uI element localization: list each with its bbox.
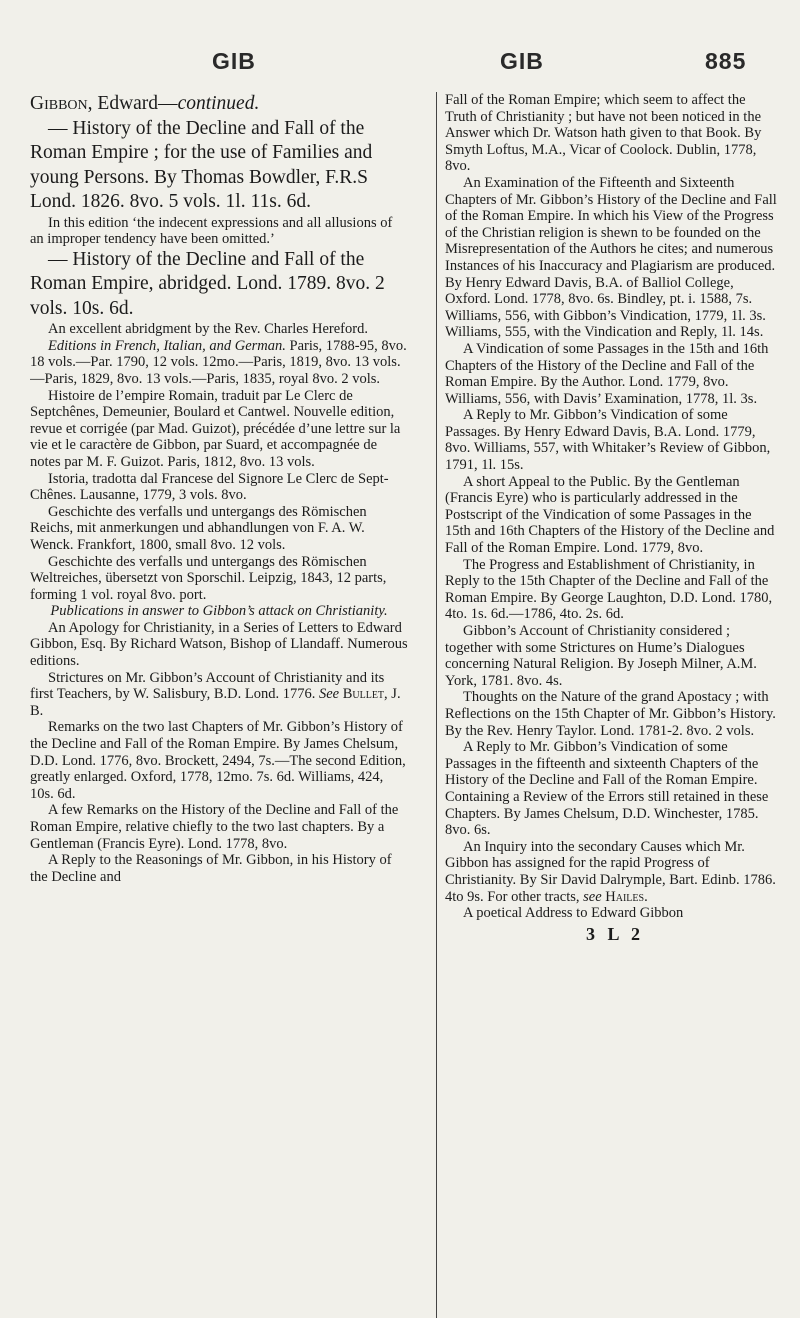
entry-l11 xyxy=(30,603,408,620)
entry-r5 xyxy=(445,474,779,557)
entry-text: Geschichte des verfalls und untergangs des Römischen Reichs, mit anmerkungen und abhandlungen von F. A. W. Wenck. Frankfort, 1800, small 8vo. 12 vols. xyxy=(30,503,367,553)
entry-text: Thoughts on the Nature of the grand Apostacy ; with Reflections on the 15th Chapter of Mr. Gibbon’s History. By the Rev. Henry Taylor. Lond. 1781-2. 8vo. 2 vols. xyxy=(445,689,776,739)
entry-r6 xyxy=(445,557,779,623)
entry-r10 xyxy=(445,839,779,905)
entry-text: A Reply to the Reasonings of Mr. Gibbon, in his History of the Decline and xyxy=(30,852,392,885)
entry-heading-name: Gibbon, xyxy=(30,93,93,114)
entry-text: Istoria, tradotta dal Francese del Signore Le Clerc de Sept-Chênes. Lausanne, 1779, 3 vols. 8vo. xyxy=(30,470,389,504)
entry-text: Remarks on the two last Chapters of Mr. Gibbon’s History of the Decline and Fall of the Roman Empire. By James Chelsum, D.D. Lond. 1776, 8vo. Brockett, 2494, 7s.—The second Edition, greatly enlarged. Oxford, 1778, 12mo. 7s. 6d. Williams, 424, 10s. 6d. xyxy=(30,719,406,802)
entry-text: An Examination of the Fifteenth and Sixteenth Chapters of Mr. Gibbon’s History of the Decline and Fall of the Roman Empire. In which his View of the Progress of the Christian religion is shewn to be founded on the Misrepresentation of the Authors he cites; and numerous Instances of his Inaccuracy and Plagiarism are produced. By Henry Edward Davis, B.A. of Balliol College, Oxford. Lond. 1778, 8vo. 6s. Bindley, pt. i. 1588, 7s. Williams, 556, with Gibbon’s Vindication, 1779, 1l. 3s. Williams, 555, with the Vindication and Reply, 1l. 14s. xyxy=(445,174,777,341)
entry-italic-heading: Editions in French, Italian, and German. xyxy=(48,337,286,354)
entry-l13 xyxy=(30,670,408,720)
entry-text: An excellent abridgment by the Rev. Charles Hereford. xyxy=(48,321,368,338)
cross-reference-name: Bullet, J. B. xyxy=(30,686,401,719)
entry-r2 xyxy=(445,175,779,341)
right-column xyxy=(436,92,785,1318)
entry-l2 xyxy=(30,117,408,215)
entry-text: In this edition ‘the indecent expressions and all allusions of an improper tendency have been omitted.’ xyxy=(30,214,393,248)
entry-text: — History of the Decline and Fall of the Roman Empire ; for the use of Families and young Persons. By Thomas Bowdler, F.R.S Lond. 1826. 8vo. 5 vols. 1l. 11s. 6d. xyxy=(30,117,373,212)
entry-text: Strictures on Mr. Gibbon’s Account of Christianity and its first Teachers, by W. Salisbury, B.D. Lond. 1776. xyxy=(30,669,385,703)
entry-text: — History of the Decline and Fall of the Roman Empire, abridged. Lond. 1789. 8vo. 2 vols. 10s. 6d. xyxy=(30,248,385,319)
entry-r1 xyxy=(445,92,779,175)
entry-text: A few Remarks on the History of the Decline and Fall of the Roman Empire, relative chiefly to the two last chapters. By a Gentleman (Francis Eyre). Lond. 1778, 8vo. xyxy=(30,802,399,852)
page-number: 885 xyxy=(705,48,747,74)
entry-heading-rest: Edward— xyxy=(92,93,178,114)
entry-text: A Vindication of some Passages in the 15th and 16th Chapters of the History of the Decline and Fall of the Roman Empire. By the Author. Lond. 1779, 8vo. Williams, 556, with Davis’ Examination, 1778, 1l. 3s. xyxy=(445,340,769,407)
see-reference: See xyxy=(315,686,340,703)
entry-r4 xyxy=(445,407,779,473)
entry-l12 xyxy=(30,620,408,670)
entry-text: A poetical Address to Edward Gibbon xyxy=(463,905,684,922)
entry-text: Fall of the Roman Empire; which seem to affect the Truth of Christianity ; but have not been noticed in the Answer which Dr. Watson hath given to that Book. By Smyth Loftus, M.A., Vicar of Coolock. Dublin, 1778, 8vo. xyxy=(445,92,762,175)
entry-text: A short Appeal to the Public. By the Gentleman (Francis Eyre) who is particularly addressed in the Postscript of the Vindication of some Passages in the 15th and 16th Chapters of the History of the Decline and Fall of the Roman Empire. Lond. 1779, 8vo. xyxy=(445,473,775,557)
entry-l15 xyxy=(30,802,408,852)
entry-text: An Inquiry into the secondary Causes which Mr. Gibbon has assigned for the rapid Progress of Christianity. By Sir David Dalrymple, Bart. Edinb. 1786. 4to 9s. For other tracts, xyxy=(445,838,776,905)
entry-l8 xyxy=(30,471,408,504)
entry-text: A Reply to Mr. Gibbon’s Vindication of some Passages. By Henry Edward Davis, B.A. Lond. 1779, 8vo. Williams, 557, with Whitaker’s Review of Gibbon, 1791, 1l. 15s. xyxy=(445,407,771,474)
see-reference: see xyxy=(579,888,602,905)
entry-italic-heading: Publications in answer to Gibbon’s attack on Christianity. xyxy=(50,603,388,620)
entry-text: The Progress and Establishment of Christianity, in Reply to the 15th Chapter of the Decline and Fall of the Roman Empire. By George Laughton, D.D. Lond. 1780, 4to. 1s. 6d.—1786, 4to. 2s. 6d. xyxy=(445,556,773,623)
entry-text: A Reply to Mr. Gibbon’s Vindication of some Passages in the fifteenth and sixteenth Chapters of the History of the Decline and Fall of the Roman Empire. Containing a Review of the Errors still retained in these Chapters. By James Chelsum, D.D. Winchester, 1785. 8vo. 6s. xyxy=(445,739,769,839)
entry-text: Gibbon’s Account of Christianity considered ; together with some Strictures on Hume’s Dialogues concerning Natural Religion. By Joseph Milner, A.M. York, 1781. 8vo. 4s. xyxy=(445,623,757,689)
entry-text: Geschichte des verfalls und untergangs des Römischen Weltreiches, übersetzt von Sporschil. Leipzig, 1843, 12 parts, forming 1 vol. royal 8vo. port. xyxy=(30,553,387,603)
entry-l7 xyxy=(30,388,408,471)
entry-text: Paris, 1788-95, 8vo. 18 vols.—Par. 1790, 12 vols. 12mo.—Paris, 1819, 8vo. 13 vols.—Paris, 1829, 8vo. 13 vols.—Paris, 1835, royal 8vo. 2 vols. xyxy=(30,337,407,387)
entry-l1 xyxy=(30,92,408,117)
running-header xyxy=(0,0,800,90)
entry-l14 xyxy=(30,719,408,802)
entry-l5 xyxy=(30,321,408,338)
left-column xyxy=(30,92,408,1247)
entry-r3 xyxy=(445,341,779,407)
entry-heading-continued: continued. xyxy=(177,93,260,114)
entry-r8 xyxy=(445,689,779,739)
entry-l16 xyxy=(30,852,408,885)
cross-reference-name: Hailes. xyxy=(601,888,648,905)
entry-text: Histoire de l’empire Romain, traduit par Le Clerc de Septchênes, Demeunier, Boulard et Cantwel. Nouvelle edition, revue et corrigée (par Mad. Guizot), précédée d’une lettre sur la vie et le caractère de Gibbon, par Suard, et accompagnée de notes par M. F. Guizot. Paris, 1812, 8vo. 13 vols. xyxy=(30,387,401,470)
entry-r7 xyxy=(445,623,779,689)
entry-l3 xyxy=(30,215,408,248)
entry-l4 xyxy=(30,248,408,322)
header-right-catchword: GIB xyxy=(500,48,544,74)
entry-r11 xyxy=(445,905,779,922)
entry-r9 xyxy=(445,739,779,839)
header-left-catchword: GIB xyxy=(212,48,256,74)
signature-mark: 3 L 2 xyxy=(585,923,644,944)
entry-l6 xyxy=(30,338,408,388)
entry-l10 xyxy=(30,554,408,604)
entry-text: An Apology for Christianity, in a Series of Letters to Edward Gibbon, Esq. By Richard Watson, Bishop of Llandaff. Numerous editions. xyxy=(30,619,408,670)
entry-l9 xyxy=(30,504,408,554)
